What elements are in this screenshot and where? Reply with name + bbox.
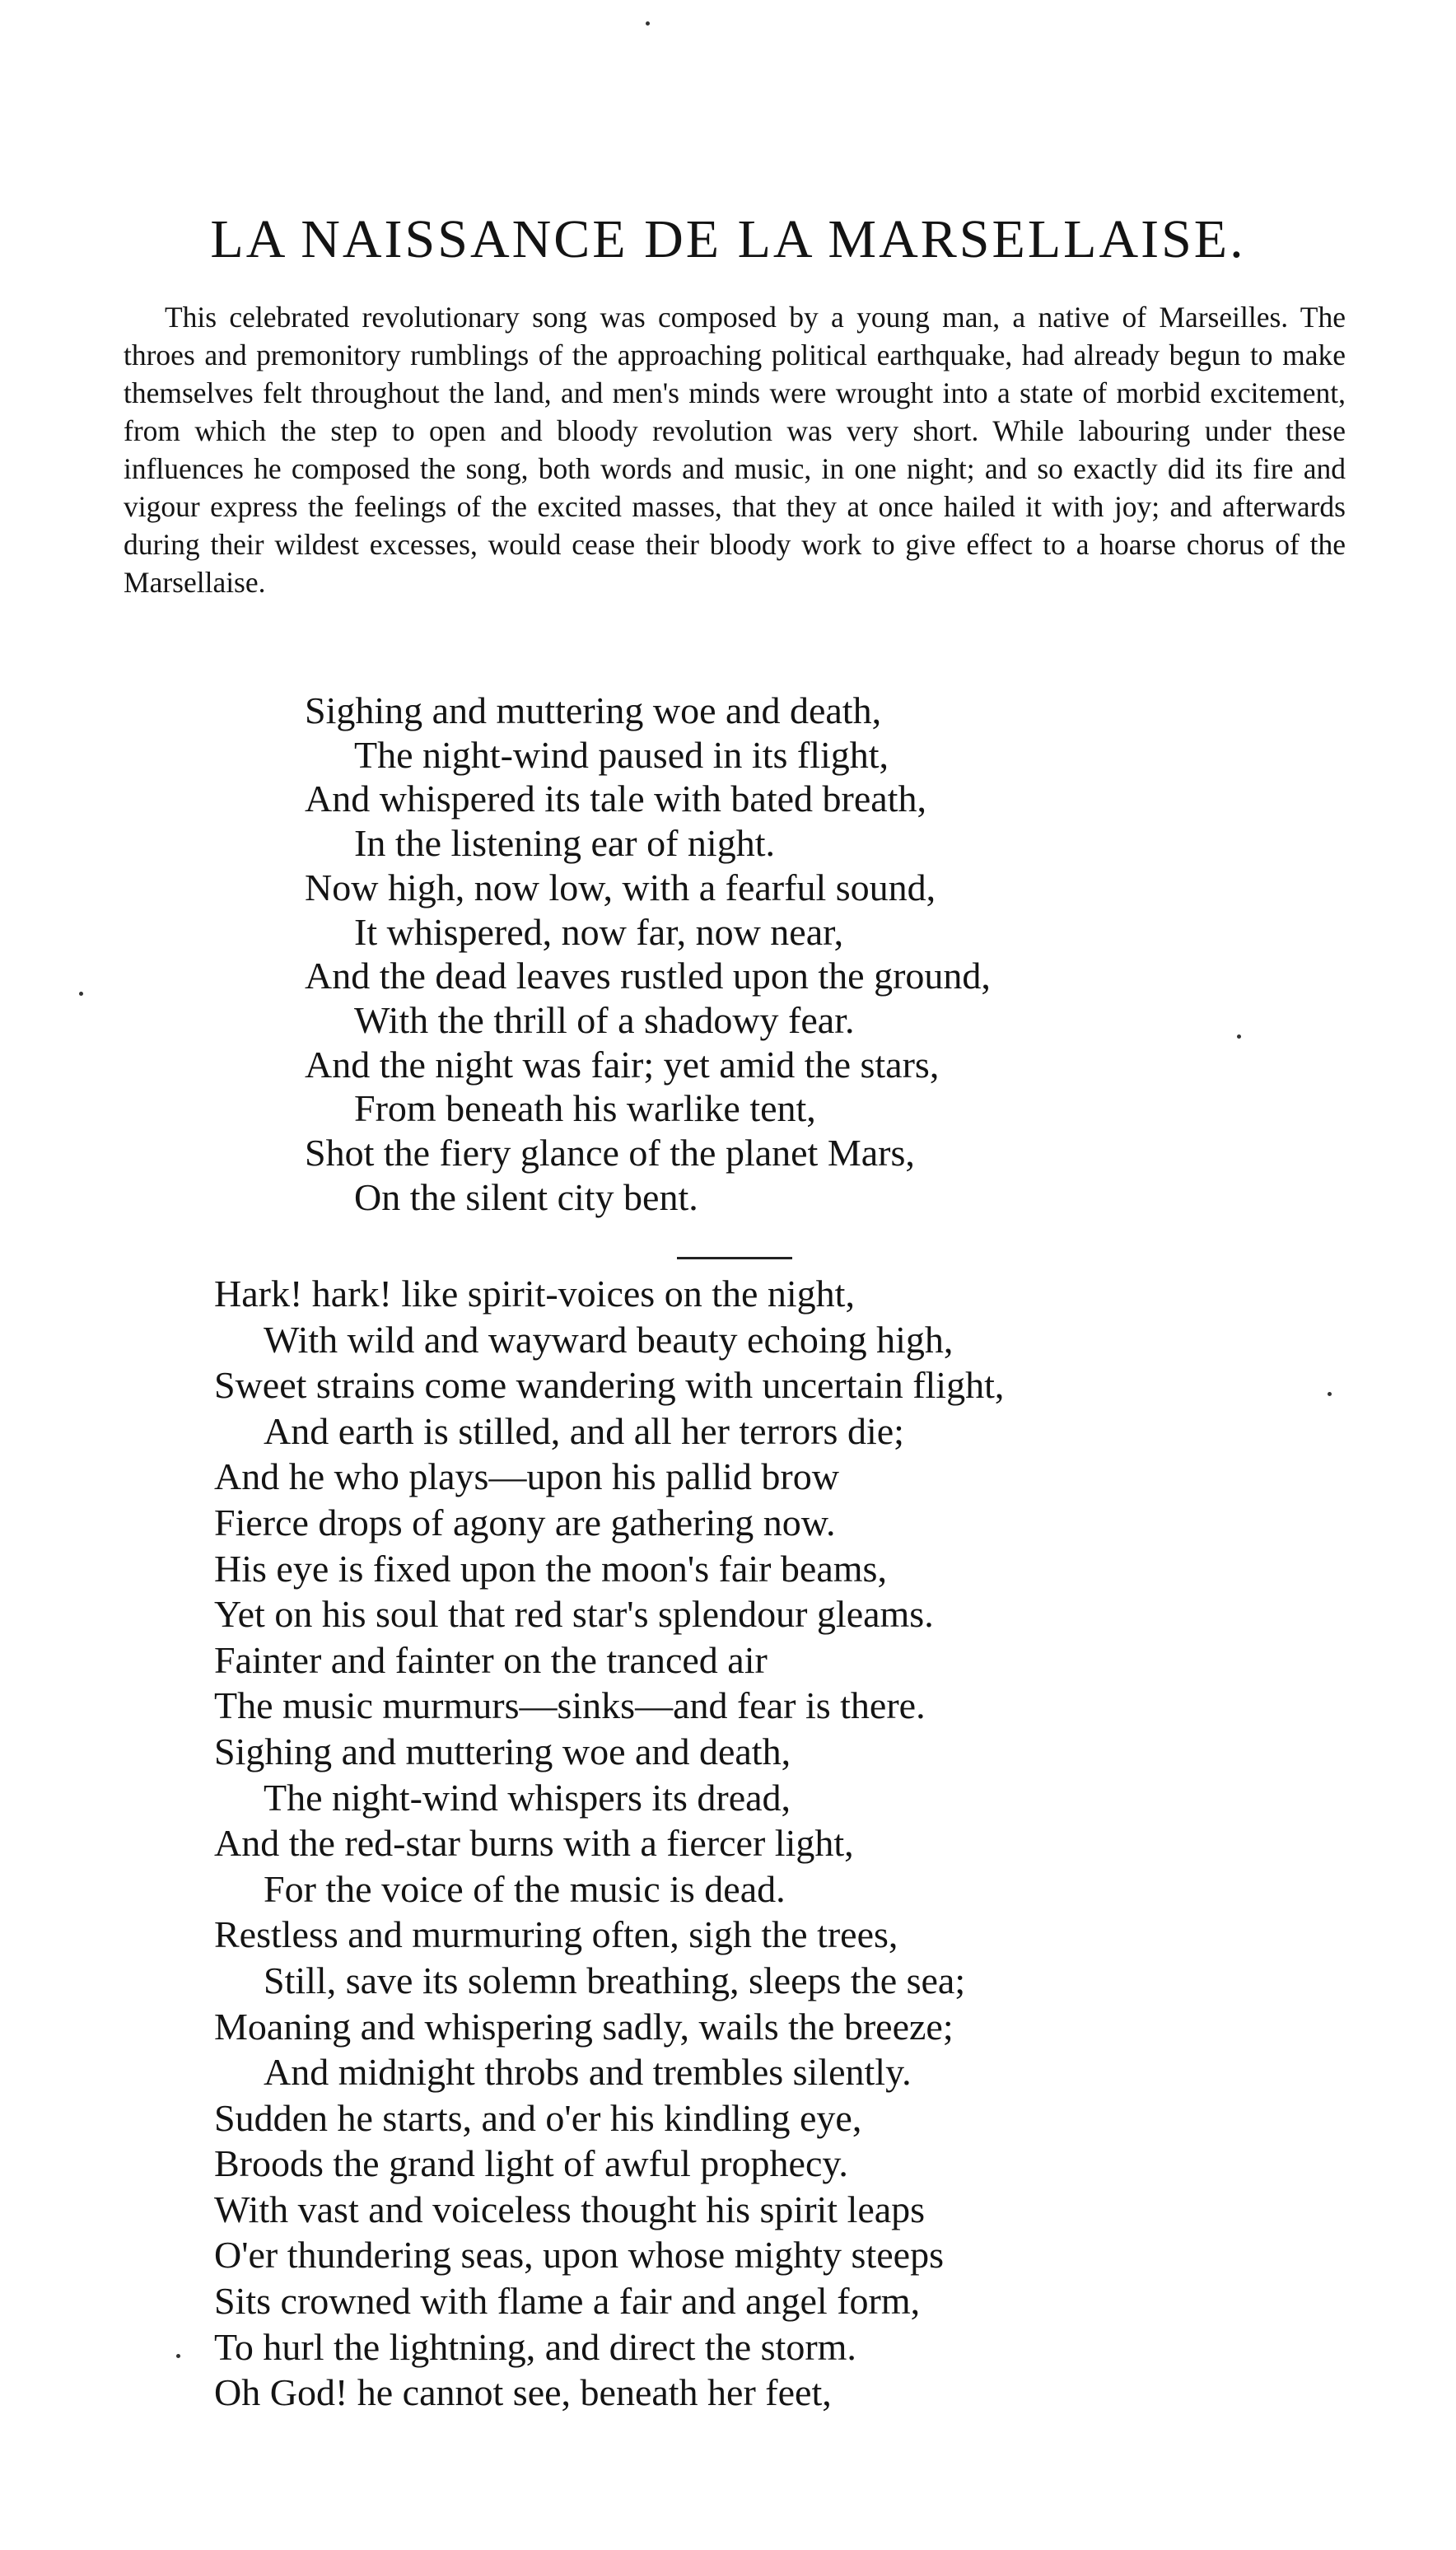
poem-line: Hark! hark! like spirit-voices on the night,	[214, 1273, 855, 1315]
poem-line: To hurl the lightning, and direct the storm.	[214, 2325, 856, 2368]
poem-stanza-one	[305, 689, 991, 1219]
page-title: LA NAISSANCE DE LA MARSELLAISE.	[210, 209, 1246, 269]
poem-line: Sighing and muttering woe and death,	[214, 1730, 791, 1772]
poem-line: Sits crowned with flame a fair and angel form,	[214, 2280, 921, 2323]
poem-line: And whispered its tale with bated breath,	[305, 778, 926, 820]
poem-line: Broods the grand light of awful prophecy.	[214, 2142, 848, 2185]
poem-line: Sweet strains come wandering with uncertain flight,	[214, 1364, 1005, 1407]
poem-line: The night-wind whispers its dread,	[264, 1776, 791, 1819]
intro-paragraph	[124, 298, 1346, 601]
poem-line: And the night was fair; yet amid the stars,	[305, 1043, 940, 1086]
poem-line: Now high, now low, with a fearful sound,	[305, 866, 936, 908]
poem-line: In the listening ear of night.	[354, 822, 775, 865]
poem-line: The music murmurs—sinks—and fear is there.	[214, 1684, 926, 1727]
poem-line: From beneath his warlike tent,	[354, 1087, 816, 1130]
ink-speck	[176, 2354, 180, 2358]
poem-line: And the dead leaves rustled upon the ground,	[305, 955, 991, 997]
poem-line: With wild and wayward beauty echoing high,	[264, 1318, 954, 1361]
poem-stanza-two	[214, 1271, 1004, 2416]
intro-text: This celebrated revolutionary song was composed by a young man, a native of Marseilles. The throes and premonitory rumblings of the approaching political earthquake, had already begun to make themselves felt throughout the land, and men's minds were wrought into a state of morbid excitement, from which the step to open and bloody revolution was very short. While labouring under these influences he composed the song, both words and music, in one night; and so exactly did its fire and vigour express the feelings of the excited masses, that they at once hailed it with joy; and afterwards during their wildest excesses, would cease their bloody work to give effect to a hoarse chorus of the Marsellaise.	[124, 301, 1346, 599]
poem-line: And midnight throbs and trembles silently.	[264, 2051, 912, 2094]
ink-speck	[1328, 1392, 1332, 1396]
poem-line: Sighing and muttering woe and death,	[305, 689, 882, 731]
poem-line: And he who plays—upon his pallid brow	[214, 1455, 839, 1498]
poem-line: Yet on his soul that red star's splendour gleams.	[214, 1593, 934, 1636]
poem-line: For the voice of the music is dead.	[264, 1867, 786, 1910]
poem-line: Sudden he starts, and o'er his kindling eye,	[214, 2096, 862, 2139]
poem-line: On the silent city bent.	[354, 1175, 698, 1218]
poem-line: Fierce drops of agony are gathering now.	[214, 1501, 836, 1544]
poem-line: With vast and voiceless thought his spirit leaps	[214, 2188, 926, 2230]
poem-line: And the red-star burns with a fiercer light,	[214, 1822, 854, 1865]
poem-line: Oh God! he cannot see, beneath her feet,	[214, 2371, 832, 2414]
poem-line: Shot the fiery glance of the planet Mars,	[305, 1132, 915, 1175]
ink-speck	[79, 992, 83, 996]
ink-speck	[646, 21, 650, 26]
section-divider-rule	[677, 1257, 792, 1259]
poem-line: With the thrill of a shadowy fear.	[354, 998, 855, 1041]
poem-line: Moaning and whispering sadly, wails the breeze;	[214, 2005, 954, 2048]
ink-speck	[1237, 1034, 1241, 1039]
poem-line: The night-wind paused in its flight,	[354, 733, 889, 776]
poem-line: Still, save its solemn breathing, sleeps the sea;	[264, 1959, 966, 2001]
poem-line: His eye is fixed upon the moon's fair beams,	[214, 1547, 887, 1590]
poem-line: Fainter and fainter on the tranced air	[214, 1638, 768, 1681]
poem-line: And earth is stilled, and all her terrors die;	[264, 1409, 904, 1452]
poem-line: O'er thundering seas, upon whose mighty steeps	[214, 2234, 944, 2277]
poem-line: It whispered, now far, now near,	[354, 910, 844, 953]
poem-line: Restless and murmuring often, sigh the trees,	[214, 1913, 898, 1956]
